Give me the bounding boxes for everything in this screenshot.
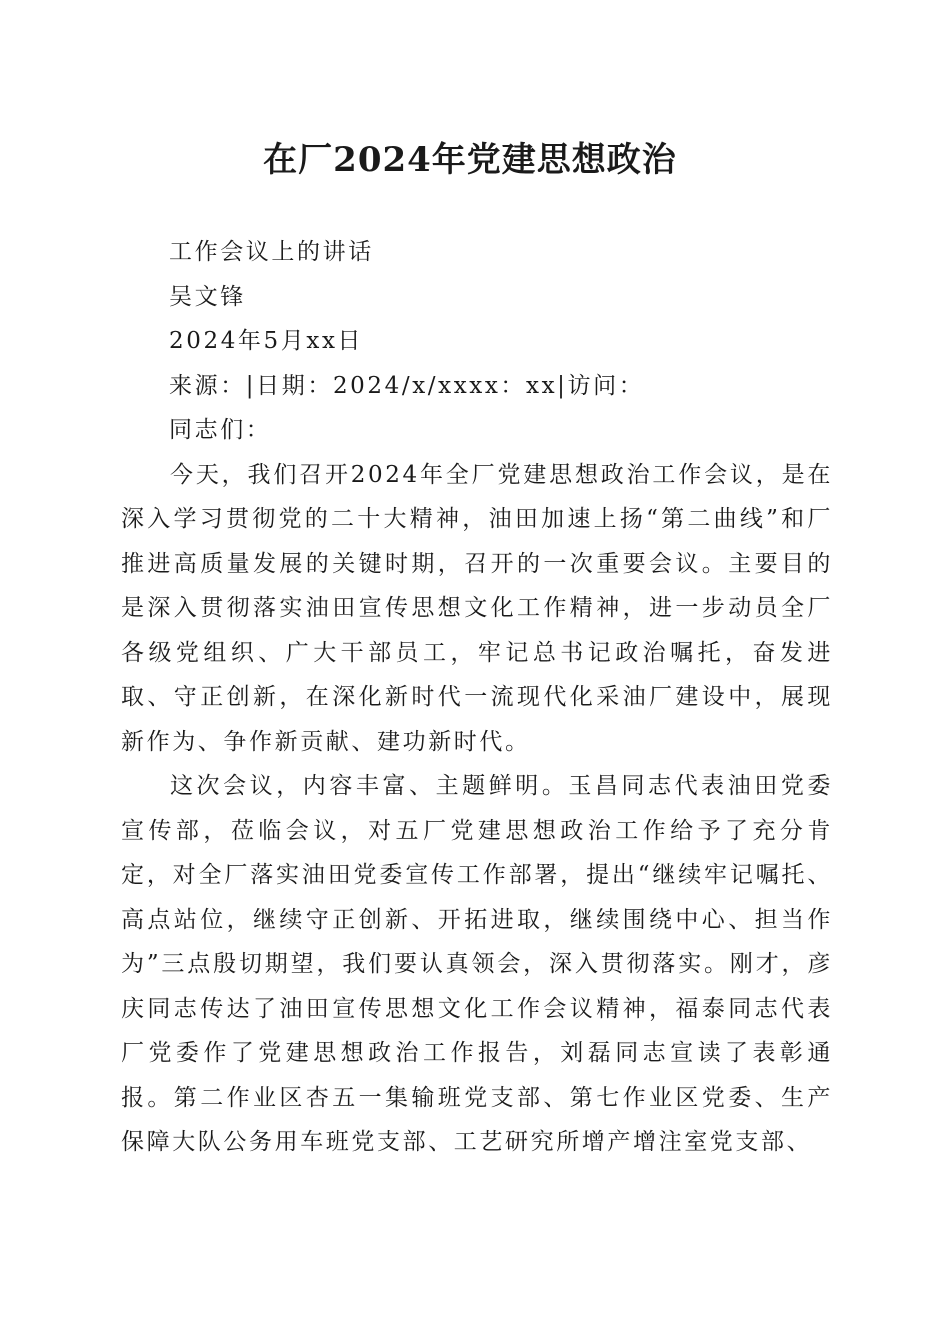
salutation-line: 同志们： [169, 417, 272, 443]
document-body [121, 230, 833, 1165]
subtitle-line: 工作会议上的讲话 [169, 239, 374, 265]
author-line: 吴文锋 [169, 283, 246, 310]
document-title: 在厂2024年党建思想政治 [263, 140, 677, 180]
date-line: 2024年5月xx日 [169, 328, 364, 354]
paragraph: 这次会议，内容丰富、主题鲜明。玉昌同志代表油田党委宣传部，莅临会议，对五厂党建思想政治工作给予了充分肯定，对全厂落实油田党委宣传工作部署，提出“继续牢记嘱托、高点站位，继续守正创新、开拓进取，继续围绕中心、担当作为”三点殷切期望，我们要认真领会，深入贯彻落实。刚才，彦庆同志传达了油田宣传思想文化工作会议精神，福泰同志代表厂党委作了党建思想政治工作报告，刘磊同志宣读了表彰通报。第二作业区杏五一集输班党支部、第七作业区党委、生产保障大队公务用车班党支部、工艺研究所增产增注室党支部、 [121, 773, 833, 1155]
paragraph: 今天，我们召开2024年全厂党建思想政治工作会议，是在深入学习贯彻党的二十大精神，油田加速上扬“第二曲线”和厂推进高质量发展的关键时期，召开的一次重要会议。主要目的是深入贯彻落实油田宣传思想文化工作精神，进一步动员全厂各级党组织、广大干部员工，牢记总书记政治嘱托，奋发进取、守正创新，在深化新时代一流现代化采油厂建设中，展现新作为、争作新贡献、建功新时代。 [121, 461, 833, 755]
source-line: 来源：|日期：2024/x/xxxx：xx|访问： [169, 372, 645, 399]
